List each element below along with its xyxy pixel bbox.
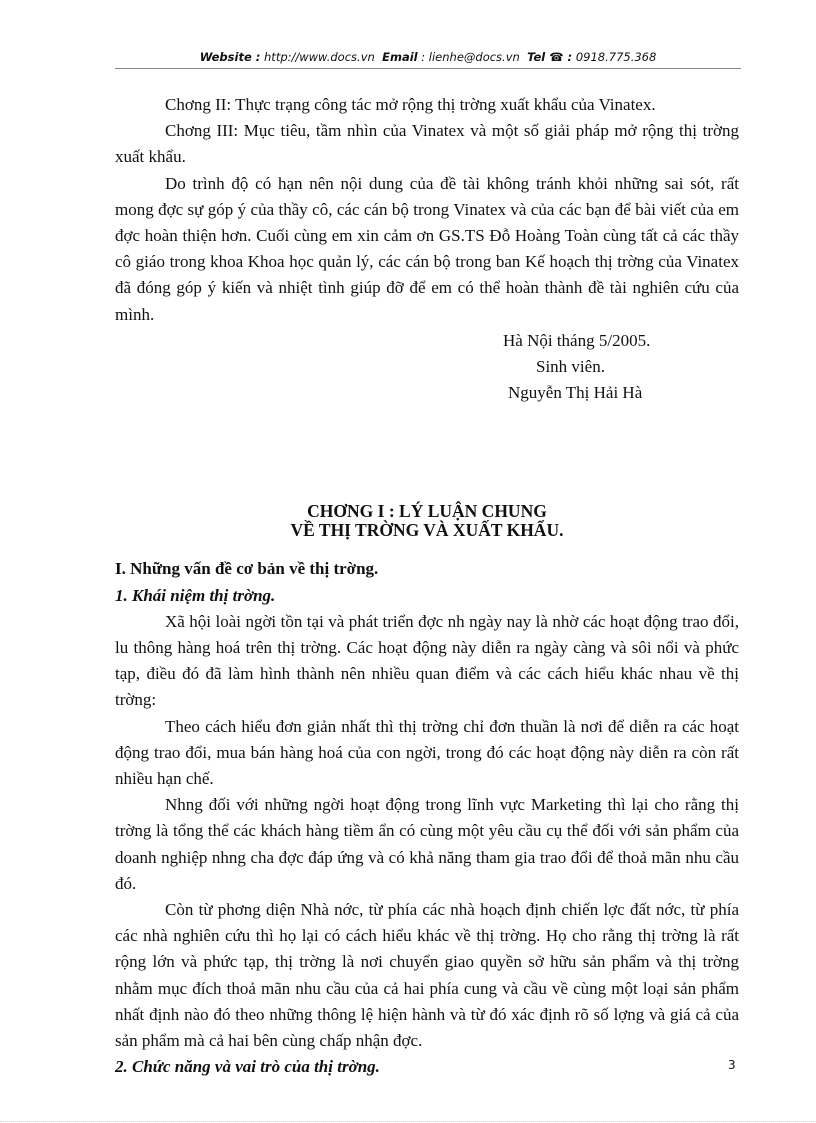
intro-line-3: Do trình độ có hạn nên nội dung của đề tài không tránh khỏi những sai sót, rất mong đợc sự góp ý của thầy cô, các cán bộ trong Vinatex và của các bạn để bài viết của em đợc hoàn thiện hơn. Cuối cùng em xin cảm ơn GS.TS Đỗ Hoàng Toàn cùng tất cả các thầy cô giáo trong khoa Khoa học quản lý, các cán bộ trong ban Kế hoạch thị trờng của Vinatex đã đóng góp ý kiến và nhiệt tình giúp đỡ để em có thể hoàn thành đề tài nghiên cứu của mình. xyxy=(115,173,739,324)
tel-label: Tel ☎ : xyxy=(527,50,573,64)
subsection-heading-1: 1. Khái niệm thị trờng. xyxy=(115,585,276,605)
website-url[interactable]: http://www.docs.vn xyxy=(264,50,375,64)
paragraph-3: Nhng đối với những ngời hoạt động trong lĩnh vực Marketing thì lại cho rằng thị trờng là tổng thể các khách hàng tiềm ẩn có cùng một yêu cầu cụ thể đối với sản phẩm của doanh nghiệp nhng cha đợc đáp ứng và có khả năng tham gia trao đổi để thoả mãn nhu cầu đó. xyxy=(115,795,739,893)
header-divider xyxy=(115,68,741,69)
subsection-heading-2: 2. Chức năng và vai trò của thị trờng. xyxy=(115,1057,380,1077)
chapter-title-line-2: VỀ THỊ TRỜNG VÀ XUẤT KHẨU. xyxy=(290,520,564,541)
chapter-title xyxy=(115,502,739,540)
paragraph-4: Còn từ phơng diện Nhà nớc, từ phía các nhà hoạch định chiến lợc đất nớc, từ phía các nhà nghiên cứu thì họ lại có cách hiểu khác về thị trờng. Họ cho rằng thị trờng là rất rộng lớn và phức tạp, thị trờng là nơi chuyển giao quyền sở hữu sản phẩm và thị trờng nhằm mục đích thoả mãn nhu cầu của cả hai phía cung và cầu về cùng một loại sản phẩm nhất định nào đó theo những thông lệ hiện hành và từ đó xác định rõ số lợng và giá cả của sản phẩm mà cả hai bên cùng chấp nhận đợc. xyxy=(115,900,739,1051)
document-body xyxy=(115,92,739,1081)
page-header xyxy=(115,50,741,64)
signature-role: Sinh viên. xyxy=(536,357,605,377)
section-heading: I. Những vấn đề cơ bản về thị trờng. xyxy=(115,559,379,579)
page-number: 3 xyxy=(728,1058,736,1072)
paragraph-1: Xã hội loài ngời tồn tại và phát triển đợc nh ngày nay là nhờ các hoạt động trao đổi, lu thông hàng hoá trên thị trờng. Các hoạt động này diễn ra ngày càng và sôi nổi và phức tạp, điều đó đã làm hình thành nên nhiều quan điểm và các cách hiểu khác nhau về thị trờng: xyxy=(115,611,739,710)
signature-name: Nguyễn Thị Hải Hà xyxy=(508,383,643,403)
paragraph-2: Theo cách hiểu đơn giản nhất thì thị trờng chỉ đơn thuần là nơi để diễn ra các hoạt động trao đổi, mua bán hàng hoá của con ngời, trong đó các hoạt động này diễn ra còn rất nhiều hạn chế. xyxy=(115,716,739,789)
website-label: Website : xyxy=(199,50,261,64)
tel-value: 0918.775.368 xyxy=(575,50,657,64)
footer-divider xyxy=(0,1121,816,1122)
chapter-title-line-1: CHƠNG I : LÝ LUẬN CHUNG xyxy=(307,501,547,522)
intro-line-1: Chơng II: Thực trạng công tác mở rộng thị trờng xuất khẩu của Vinatex. xyxy=(165,95,656,114)
email-label: Email xyxy=(382,50,418,64)
signature-date: Hà Nội tháng 5/2005. xyxy=(503,330,651,350)
email-value[interactable]: : lienhe@docs.vn xyxy=(421,50,520,64)
intro-line-2: Chơng III: Mục tiêu, tầm nhìn của Vinatex và một số giải pháp mở rộng thị trờng xuất khẩu. xyxy=(115,121,739,167)
